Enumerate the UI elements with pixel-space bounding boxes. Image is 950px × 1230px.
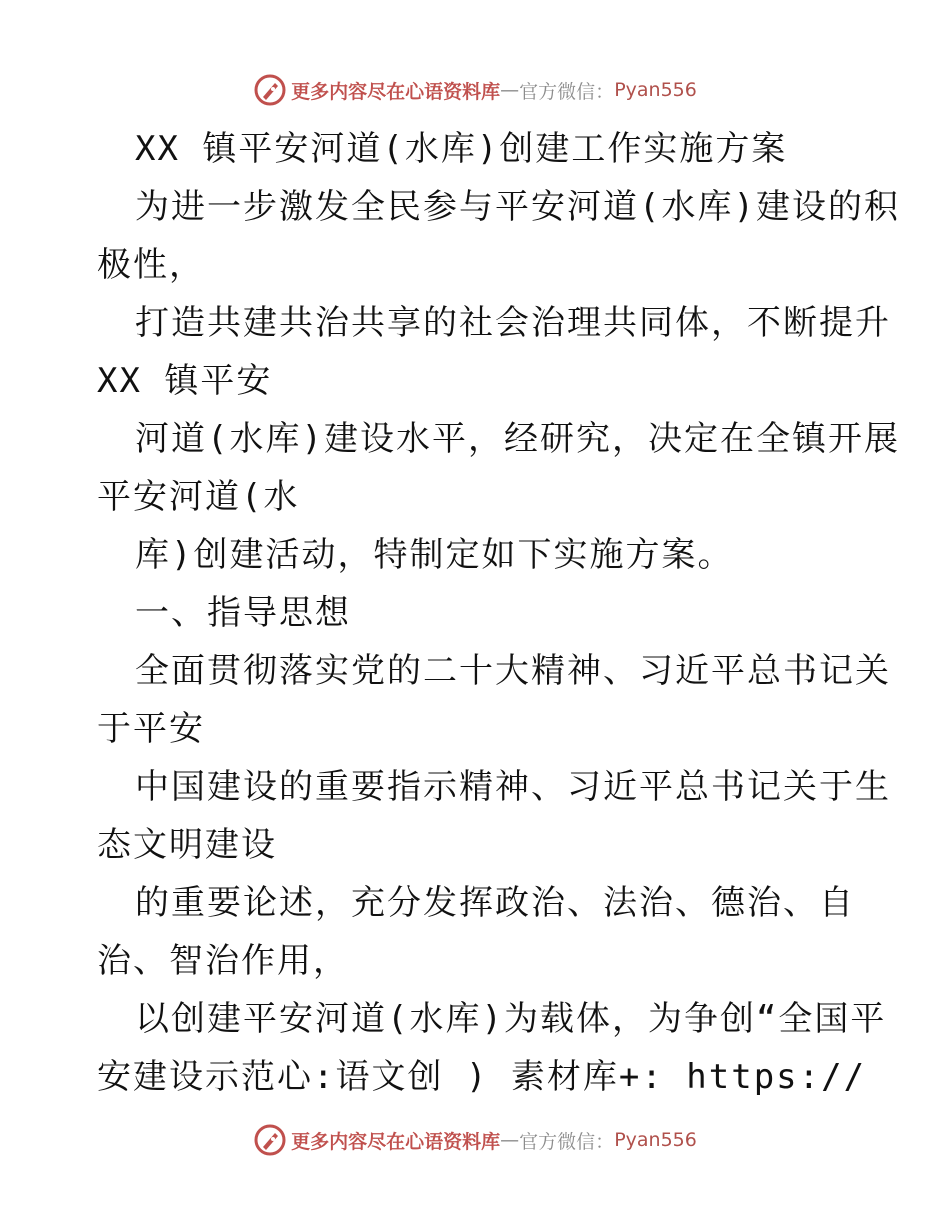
document-line: 极性， bbox=[97, 245, 205, 285]
document-line: 平安河道(水 bbox=[97, 477, 300, 517]
banner-dash: — bbox=[500, 79, 520, 101]
document-line: 一、指导思想 bbox=[135, 593, 351, 633]
document-line: XX 镇平安 bbox=[97, 361, 273, 401]
document-line: 库)创建活动，特制定如下实施方案。 bbox=[135, 535, 734, 575]
document-line: 全面贯彻落实党的二十大精神、习近平总书记关 bbox=[135, 651, 891, 691]
banner-wechat-label: 官方微信： bbox=[519, 1130, 615, 1153]
pen-nib-logo-icon bbox=[253, 1123, 287, 1157]
document-line: 为进一步激发全民参与平安河道(水库)建设的积 bbox=[135, 187, 900, 227]
banner-dash: — bbox=[500, 1129, 520, 1151]
document-line: 的重要论述，充分发挥政治、法治、德治、自 bbox=[135, 883, 855, 923]
document-line: 河道(水库)建设水平，经研究，决定在全镇开展 bbox=[135, 419, 900, 459]
document-body bbox=[97, 120, 900, 1106]
banner-brand-text: 更多内容尽在心语资料库 bbox=[291, 80, 501, 103]
document-line: 以创建平安河道(水库)为载体，为争创“全国平 bbox=[135, 999, 887, 1039]
document-line: 打造共建共治共享的社会治理共同体，不断提升 bbox=[135, 303, 891, 343]
header-banner bbox=[0, 70, 950, 110]
footer-banner bbox=[0, 1120, 950, 1160]
document-line: 态文明建设 bbox=[97, 825, 277, 865]
banner-wechat-id: Pyan556 bbox=[614, 1129, 697, 1151]
pen-nib-logo-icon bbox=[253, 73, 287, 107]
banner-brand-text: 更多内容尽在心语资料库 bbox=[291, 1130, 501, 1153]
document-line: 安建设示范心:语文创 ) 素材库+: https:// bbox=[97, 1057, 867, 1097]
document-line: 中国建设的重要指示精神、习近平总书记关于生 bbox=[135, 767, 891, 807]
banner-wechat-id: Pyan556 bbox=[614, 79, 697, 101]
document-line: 治、智治作用， bbox=[97, 941, 349, 981]
document-line: XX 镇平安河道(水库)创建工作实施方案 bbox=[135, 129, 788, 169]
banner-wechat-label: 官方微信： bbox=[519, 80, 615, 103]
document-line: 于平安 bbox=[97, 709, 205, 749]
